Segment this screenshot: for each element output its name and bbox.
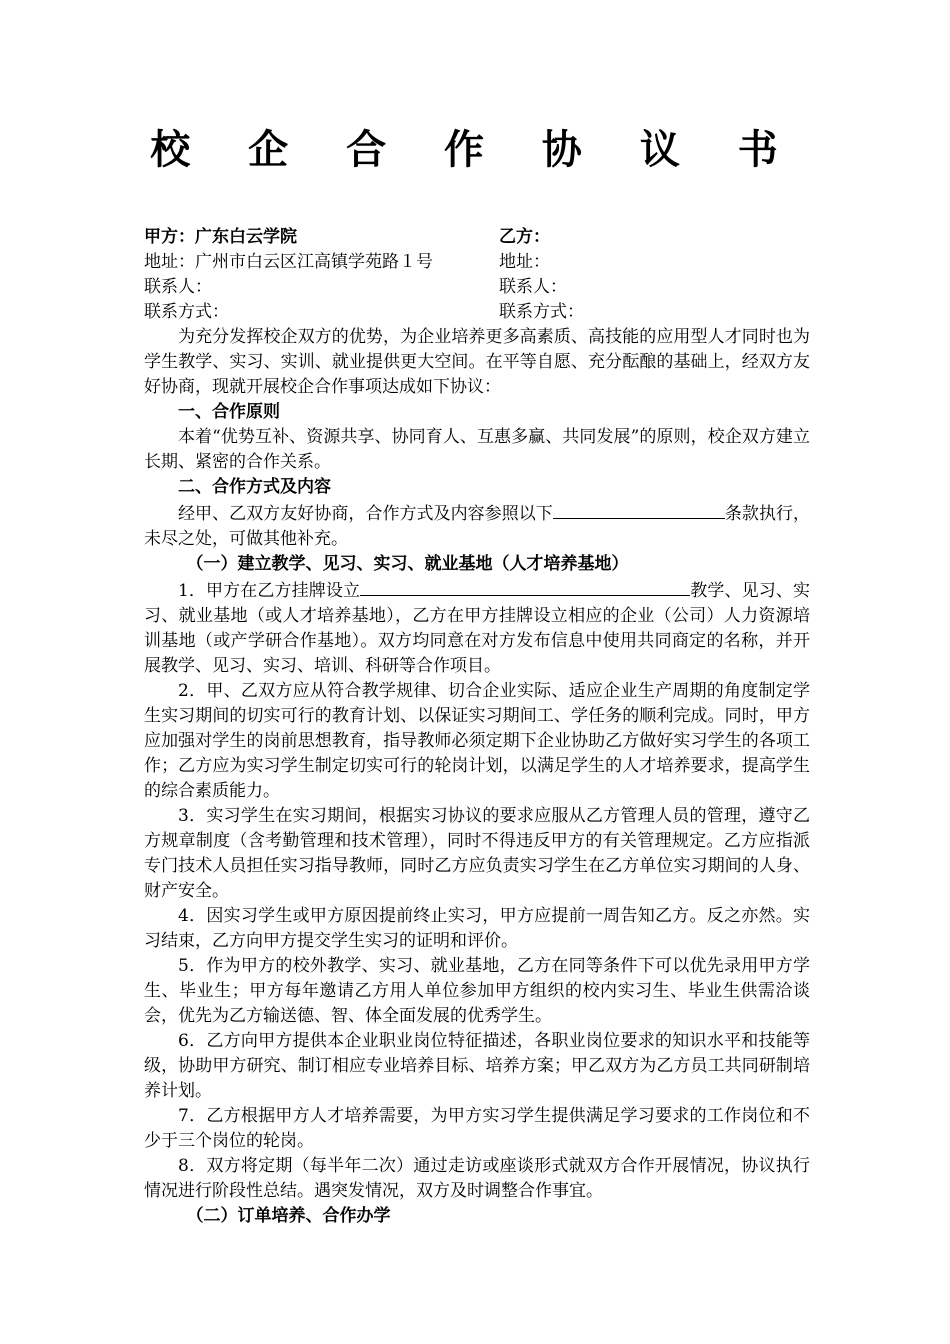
item-7-paragraph: 7．乙方根据甲方人才培养需要，为甲方实习学生提供满足学习要求的工作岗位和不少于三个岗位的轮岗。 [144, 1106, 810, 1151]
item-6-paragraph: 6．乙方向甲方提供本企业职业岗位特征描述，各职业岗位要求的知识水平和技能等级，协助甲方研究、制订相应专业培养目标、培养方案；甲乙双方为乙方员工共同研制培养计划。 [144, 1031, 810, 1101]
item-1-paragraph [144, 577, 810, 679]
parties-block [144, 225, 824, 325]
subsection-heading-order-training: （二）订单培养、合作办学 [186, 1206, 391, 1226]
intro-paragraph: 为充分发挥校企双方的优势，为企业培养更多高素质、高技能的应用型人才同时也为学生教学、实习、实训、就业提供更大空间。在平等自愿、充分酝酿的基础上，经双方友好协商，现就开展校企合作事项达成如下协议： [144, 327, 810, 397]
party-a-address: 地址：广州市白云区江高镇学苑路１号 [144, 252, 433, 272]
item-1-text-before: 1．甲方在乙方挂牌设立 [178, 581, 361, 601]
item-8-paragraph: 8．双方将定期（每半年二次）通过走访或座谈形式就双方合作开展情况，协议执行情况进行阶段性总结。遇突发情况，双方及时调整合作事宜。 [144, 1156, 810, 1201]
item-2-paragraph: 2．甲、乙双方应从符合教学规律、切合企业实际、适应企业生产周期的角度制定学生实习期间的切实可行的教育计划、以保证实习期间工、学任务的顺利完成。同时，甲方应加强对学生的岗前思想教育，指导教师必须定期下企业协助乙方做好实习学生的各项工作；乙方应为实习学生制定切实可行的轮岗计划，以满足学生的人才培养要求，提高学生的综合素质能力。 [144, 681, 810, 801]
party-a-name: 甲方：广东白云学院 [144, 227, 297, 247]
party-b-phone: 联系方式： [499, 302, 584, 322]
item-3-paragraph: 3．实习学生在实习期间，根据实习协议的要求应服从乙方管理人员的管理，遵守乙方规章制度（含考勤管理和技术管理），同时不得违反甲方的有关管理规定。乙方应指派专门技术人员担任实习指导教师，同时乙方应负责实习学生在乙方单位实习期间的人身、财产安全。 [144, 806, 810, 901]
agreement-body [144, 325, 810, 1229]
party-address-row [144, 250, 824, 275]
clause-blank-line [553, 500, 725, 519]
party-b-contact: 联系人： [499, 277, 567, 297]
party-a-contact: 联系人： [144, 277, 212, 297]
party-phone-row [144, 300, 824, 325]
party-name-row [144, 225, 824, 250]
party-contact-row [144, 275, 824, 300]
item-1-text-after: 教学、见习、实习、就业基地（或人才培养基地），乙方在甲方挂牌设立相应的企业（公司）人力资源培训基地（或产学研合作基地）。双方均同意在对方发布信息中使用共同商定的名称，并开展教学、见习、实习、培训、科研等合作项目。 [144, 581, 811, 676]
principles-paragraph: 本着“优势互补、资源共享、协同育人、互惠多赢、共同发展”的原则，校企双方建立长期、紧密的合作关系。 [144, 427, 810, 472]
party-a-phone: 联系方式： [144, 302, 229, 322]
section-heading-cooperation: 二、合作方式及内容 [178, 477, 331, 497]
section-heading-principles: 一、合作原则 [178, 402, 280, 422]
document-title: 校 企 合 作 协 议 书 [150, 126, 800, 173]
cooperation-text-after: 条款执行，未尽之处，可做其他补充。 [144, 504, 811, 549]
cooperation-paragraph [144, 500, 810, 552]
party-b-name: 乙方： [499, 227, 550, 247]
item-4-paragraph: 4．因实习学生或甲方原因提前终止实习，甲方应提前一周告知乙方。反之亦然。实习结束，乙方向甲方提交学生实习的证明和评价。 [144, 906, 810, 951]
subsection-heading-base: （一）建立教学、见习、实习、就业基地（人才培养基地） [186, 554, 629, 574]
party-b-address: 地址： [499, 252, 550, 272]
base-name-blank-line [360, 577, 690, 596]
cooperation-text-before: 经甲、乙双方友好协商，合作方式及内容参照以下 [178, 504, 553, 524]
item-5-paragraph: 5．作为甲方的校外教学、实习、就业基地，乙方在同等条件下可以优先录用甲方学生、毕业生；甲方每年邀请乙方用人单位参加甲方组织的校内实习生、毕业生供需洽谈会，优先为乙方输送德、智、体全面发展的优秀学生。 [144, 956, 810, 1026]
